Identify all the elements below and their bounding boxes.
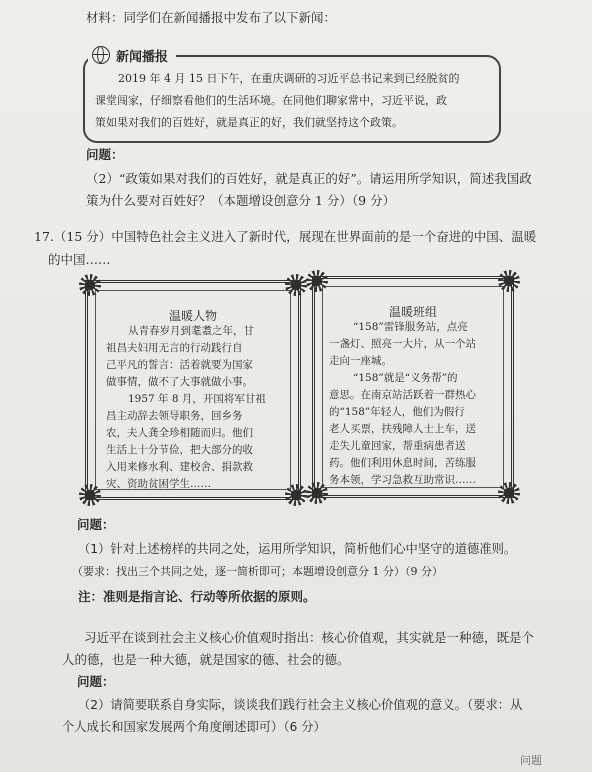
q17-2-line-1: （2）请简要联系自身实际，谈谈我们践行社会主义核心价值观的意义。（要求：从: [78, 698, 523, 712]
panel-right-line: 老人买票，扶残障人士上车，送: [329, 423, 476, 435]
panel-right-line: “158”雷锋服务站，点亮: [353, 321, 468, 333]
panel-left-line: 入用来修水利、建校舍、捐款救: [106, 461, 253, 473]
ornament-icon: [79, 484, 101, 506]
panel-left-line: 农，夫人龚全珍相随而归。他们: [106, 427, 253, 439]
q17-1-line-1: （1）针对上述榜样的共同之处，运用所学知识，简析他们心中坚守的道德准则。: [78, 542, 517, 556]
q16-label: 问题：: [86, 147, 124, 162]
ornament-icon: [498, 482, 520, 504]
ornament-icon: [285, 484, 307, 506]
globe-icon: [92, 46, 110, 64]
panel-right-line: 一盏灯、照亮一大片，从一个站: [329, 338, 476, 350]
news-title: 新闻播报: [116, 49, 169, 65]
q16-line-1: （2）“政策如果对我们的百姓好，就是真正的好”。请运用所学知识，简述我国政: [86, 171, 532, 186]
ornament-icon: [79, 274, 101, 296]
panel-left-line: 昌主动辞去领导职务，回乡务: [106, 410, 243, 422]
material-intro: 材料：同学们在新闻播报中发布了以下新闻：: [86, 10, 337, 25]
panel-right-line: 意思。在南京站活跃着一群热心: [329, 389, 476, 401]
panel-right-title: 温暖班组: [388, 305, 437, 319]
ornament-icon: [306, 482, 328, 504]
panel-right-line: 的“158”年轻人，他们为假行: [329, 406, 465, 418]
panel-left-line: 灾、资助贫困学生……: [106, 478, 211, 490]
ornament-icon: [306, 270, 328, 292]
news-tag: [88, 42, 176, 68]
panel-left-line: 祖昌夫妇用无言的行动践行自: [106, 342, 243, 354]
q17-line-1: 17.（15 分）中国特色社会主义进入了新时代，展现在世界面前的是一个奋进的中国、温暖: [34, 229, 537, 244]
panel-left-line: 1957 年 8 月，开国将军甘祖: [128, 393, 266, 405]
ornament-icon: [498, 270, 520, 292]
panel-left-line: 做事情，做不了大事就做小事。: [106, 376, 253, 388]
panel-left-title: 温暖人物: [168, 309, 217, 323]
q17-1-line-2: （要求：找出三个共同之处，逐一简析即可；本题增设创意分 1 分）（9 分）: [72, 565, 443, 578]
quote-line-1: 习近平在谈到社会主义核心价值观时指出：核心价值观，其实就是一种德，既是个: [84, 630, 535, 645]
q17-2-label: 问题：: [77, 674, 115, 689]
q16-line-2: 策为什么要对百姓好？（本题增设创意分 1 分）（9 分）: [86, 193, 396, 208]
news-line-2: 课堂闯家，仔细察看他们的生活环境。在同他们聊家常中，习近平说，政: [95, 94, 447, 107]
panel-right-line: 走向一座城。: [329, 355, 392, 367]
panel-right: [312, 276, 514, 498]
q17-1-note: 注：准则是指言论、行动等所依据的原则。: [78, 589, 316, 604]
quote-line-2: 人的德，也是一种大德，就是国家的德、社会的德。: [62, 652, 350, 667]
panel-left-line: 己平凡的誓言：活着就要为国家: [106, 359, 253, 371]
panel-left-line: 生活上十分节俭，把大部分的收: [106, 444, 253, 456]
q17-2-line-2: 个人成长和国家发展两个角度阐述即可）（6 分）: [62, 720, 326, 734]
news-line-3: 策如果对我们的百姓好，就是真正的好，我们就坚持这个政策。: [95, 116, 403, 129]
panel-right-line: 药。他们利用休息时间，苦练服: [329, 457, 476, 469]
footer-mark: 问题: [520, 754, 542, 767]
panel-right-line: “158”就是“义务帮”的: [353, 372, 458, 384]
news-line-1: 2019 年 4 月 15 日下午，在重庆调研的习近平总书记来到已经脱贫的: [118, 72, 460, 85]
q17-1-label: 问题：: [77, 517, 115, 532]
ornament-icon: [285, 274, 307, 296]
q17-line-2: 的中国……: [48, 252, 111, 267]
panel-left-line: 从青春岁月到耄耋之年，甘: [128, 325, 254, 337]
panel-left: [85, 280, 301, 500]
panel-right-line: 走失儿童回家，帮重病患者送: [329, 440, 466, 452]
panel-right-line: 务本领，学习急救互助常识……: [329, 474, 476, 486]
